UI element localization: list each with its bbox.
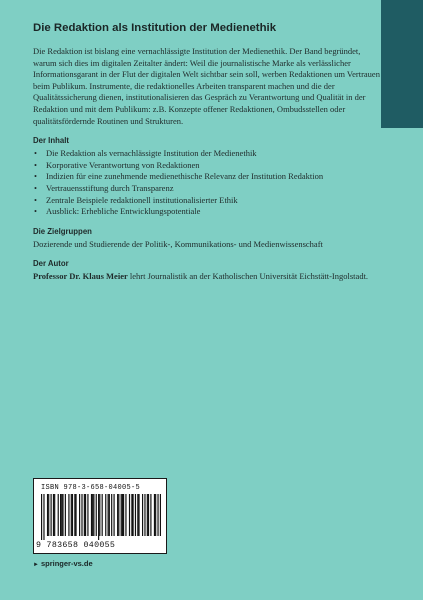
- bullet-icon: •: [34, 194, 37, 205]
- list-item: • Korporative Verantwortung von Redaktionen: [34, 159, 200, 170]
- list-item: • Vertrauensstiftung durch Transparenz: [34, 182, 174, 193]
- list-item: • Ausblick: Erhebliche Entwicklungspotentiale: [34, 206, 201, 217]
- publisher-website[interactable]: [33, 559, 93, 568]
- ean-digits: 9 783658 040055: [36, 541, 116, 550]
- corner-color-block: [381, 0, 423, 128]
- arrow-icon: ►: [33, 562, 39, 568]
- book-title: Die Redaktion als Institution der Medienethik: [33, 22, 277, 34]
- list-item: • Indizien für eine zunehmende medienethische Relevanz der Institution Redaktion: [34, 171, 324, 182]
- author-name: Professor Dr. Klaus Meier: [33, 271, 128, 282]
- audience-heading: Die Zielgruppen: [33, 226, 92, 236]
- author-bio: lehrt Journalistik an der Katholischen Universität Eichstätt-Ingolstadt.: [127, 271, 369, 282]
- website-label: springer-vs.de: [40, 559, 93, 568]
- bullet-icon: •: [34, 206, 37, 217]
- contents-list: [33, 148, 381, 218]
- author-text: [33, 271, 381, 283]
- audience-text: Dozierende und Studierende der Politik-, Kommunikations- und Medienwissenschaft: [33, 238, 323, 249]
- contents-heading: Der Inhalt: [33, 136, 69, 146]
- intro-paragraph: Die Redaktion ist bislang eine vernachlässigte Institution der Medienethik. Der Band begründet, warum sich dies im digitalen Zeitalter ändert: Weil die journalistische Marke als verlässlicher Informationsgarant in der Flut der digitalen Welt sichtbar sein soll, werben Redaktionen um Vertrauen beim Publikum. Instrumente, die redaktionelles Arbeiten transparent machen und die der Qualitätssicherung dienen, institutionalisieren das Gespräch zu Verantwortung und Qualität in der Redaktion und mit dem Publikum: z.B. Konzepte offener Redaktionen, Ombudsstellen oder qualitätsfördernde Routinen und Strukturen.: [33, 46, 380, 126]
- list-item: • Die Redaktion als vernachlässigte Institution der Medienethik: [34, 148, 257, 159]
- isbn-barcode: [33, 478, 167, 554]
- author-heading: Der Autor: [33, 259, 69, 269]
- list-item: • Zentrale Beispiele redaktionell institutionalisierter Ethik: [34, 194, 238, 205]
- bullet-icon: •: [34, 159, 37, 170]
- bullet-icon: •: [34, 182, 37, 193]
- bullet-icon: •: [34, 148, 37, 159]
- bullet-icon: •: [34, 171, 37, 182]
- back-cover-text: [33, 22, 381, 283]
- barcode-bars: [41, 494, 161, 540]
- isbn-label: ISBN 978-3-658-04005-5: [41, 484, 141, 492]
